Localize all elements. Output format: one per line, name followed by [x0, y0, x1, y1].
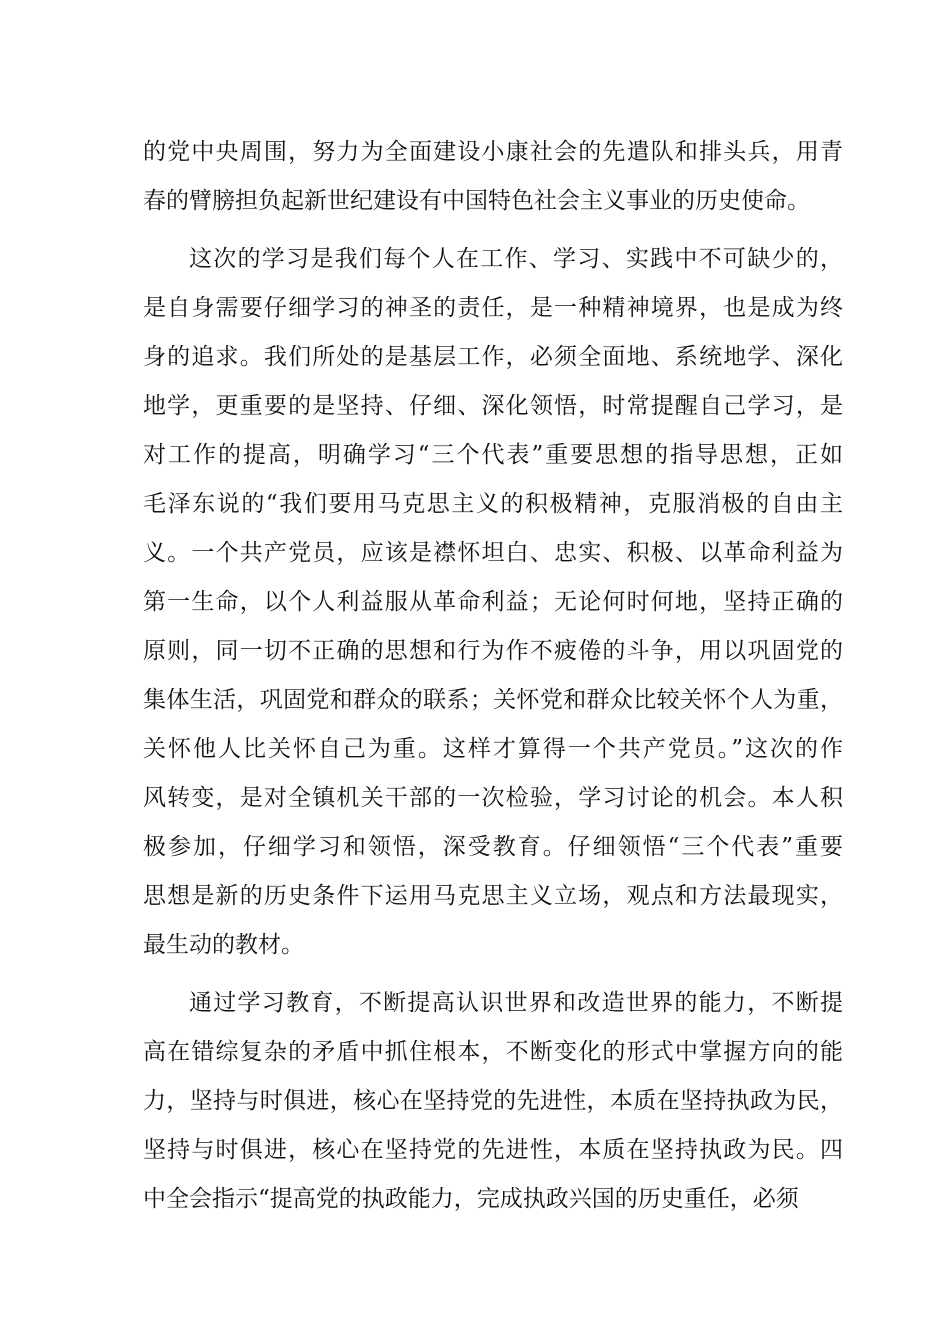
text-line: 最生动的教材。 — [143, 932, 304, 958]
paragraph — [143, 979, 843, 1224]
text-line: 的党中央周围，努力为全面建设小康社会的先遣队和排头兵，用青 — [143, 139, 843, 165]
text-line: 极参加，仔细学习和领悟，深受教育。仔细领悟“三个代表”重要 — [143, 834, 843, 860]
text-line: 高在错综复杂的矛盾中抓住根本，不断变化的形式中掌握方向的能 — [143, 1039, 843, 1065]
text-line: 力，坚持与时俱进，核心在坚持党的先进性，本质在坚持执政为民， — [143, 1088, 843, 1114]
text-line: 身的追求。我们所处的是基层工作，必须全面地、系统地学、深化 — [143, 344, 843, 370]
text-line: 原则，同一切不正确的思想和行为作不疲倦的斗争，用以巩固党的 — [143, 638, 843, 664]
paragraph-gap — [143, 970, 843, 979]
document-body — [143, 128, 843, 1224]
text-line: 地学，更重要的是坚持、仔细、深化领悟，时常提醒自己学习，是 — [143, 393, 843, 419]
text-line: 春的臂膀担负起新世纪建设有中国特色社会主义事业的历史使命。 — [143, 188, 810, 214]
text-line: 风转变，是对全镇机关干部的一次检验，学习讨论的机会。本人积 — [143, 785, 843, 811]
paragraph — [143, 128, 843, 226]
text-line: 中全会指示“提高党的执政能力，完成执政兴国的历史重任，必须 — [143, 1186, 799, 1212]
text-line: 第一生命，以个人利益服从革命利益；无论何时何地，坚持正确的 — [143, 589, 843, 615]
text-line: 毛泽东说的“我们要用马克思主义的积极精神，克服消极的自由主 — [143, 491, 843, 517]
paragraph-gap — [143, 226, 843, 235]
text-line: 义。一个共产党员，应该是襟怀坦白、忠实、积极、以革命利益为 — [143, 540, 843, 566]
text-line: 思想是新的历史条件下运用马克思主义立场，观点和方法最现实， — [143, 883, 843, 909]
text-line: 关怀他人比关怀自己为重。这样才算得一个共产党员。”这次的作 — [143, 736, 843, 762]
text-line: 是自身需要仔细学习的神圣的责任，是一种精神境界，也是成为终 — [143, 295, 843, 321]
text-line: 对工作的提高，明确学习“三个代表”重要思想的指导思想，正如 — [143, 442, 843, 468]
text-line: 坚持与时俱进，核心在坚持党的先进性，本质在坚持执政为民。四 — [143, 1137, 843, 1163]
text-line: 这次的学习是我们每个人在工作、学习、实践中不可缺少的， — [189, 246, 843, 272]
text-line: 集体生活，巩固党和群众的联系；关怀党和群众比较关怀个人为重， — [143, 687, 843, 713]
text-line: 通过学习教育，不断提高认识世界和改造世界的能力，不断提 — [189, 990, 843, 1016]
paragraph — [143, 235, 843, 970]
